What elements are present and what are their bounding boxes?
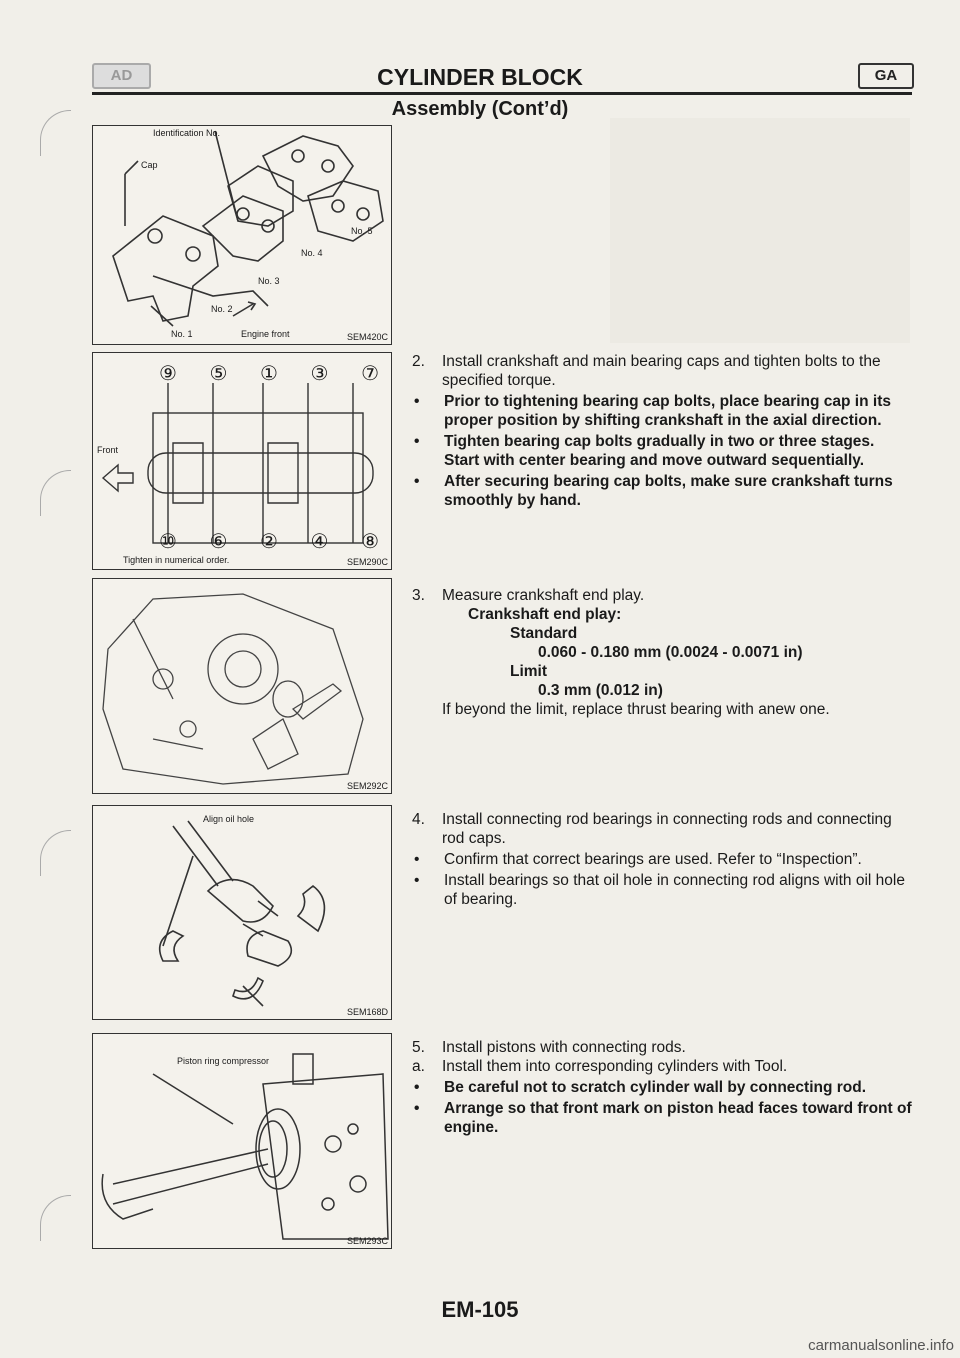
step-3 — [412, 586, 912, 719]
step-4-bullet-2: Install bearings so that oil hole in connecting rod aligns with oil hole of bearing. — [444, 872, 905, 908]
label-piston-ring-compressor: Piston ring compressor — [177, 1056, 270, 1066]
step-number: 5. — [412, 1039, 425, 1056]
sub-step-letter: a. — [412, 1058, 425, 1075]
section-badge-left: AD — [92, 63, 151, 89]
label-front: Front — [97, 445, 119, 455]
bolt-number: ② — [260, 531, 278, 553]
figure-code: SEM292C — [346, 781, 388, 791]
binding-mark — [40, 830, 71, 876]
sub-step-text: Install them into corresponding cylinders with Tool. — [442, 1058, 788, 1075]
bolt-number: ⑤ — [209, 363, 228, 385]
label-no1: No. 1 — [171, 329, 193, 339]
label-no4: No. 4 — [301, 248, 323, 258]
bolt-number: ⑩ — [159, 531, 177, 553]
label-engine-front: Engine front — [241, 329, 290, 339]
step-text: Measure crankshaft end play. — [442, 587, 645, 604]
spec-standard-label: Standard — [510, 625, 578, 642]
spec-limit-value: 0.3 mm (0.012 in) — [538, 682, 663, 699]
step-number: 2. — [412, 353, 425, 370]
step-5-bullet-2: Arrange so that front mark on piston head faces toward front of engine. — [444, 1100, 912, 1136]
bolt-number: ⑧ — [361, 531, 379, 553]
step-text: Install crankshaft and main bearing caps and tighten bolts to the specified torque. — [442, 353, 881, 389]
step-number: 3. — [412, 587, 425, 604]
bolt-number: ⑥ — [209, 531, 228, 553]
bolt-number: ⑦ — [361, 363, 379, 385]
binding-mark — [40, 1195, 71, 1241]
figure-end-play — [92, 578, 392, 794]
figure-code: SEM168D — [346, 1007, 388, 1017]
label-tighten-order: Tighten in numerical order. — [123, 555, 230, 565]
bolt-number: ⑨ — [159, 363, 177, 385]
bolt-number: ① — [260, 363, 278, 385]
figure-code: SEM420C — [346, 332, 388, 342]
header-rule — [92, 92, 912, 95]
page-subtitle: Assembly (Cont’d) — [391, 98, 569, 120]
step-2-bullet-3: After securing bearing cap bolts, make sure crankshaft turns smoothly by hand. — [444, 473, 893, 509]
spec-title: Crankshaft end play: — [468, 606, 622, 623]
piston-compressor-illustration — [93, 1034, 391, 1248]
bottom-bolt-order — [159, 529, 379, 554]
step-5: 5. Install pistons with connecting rods. a. Install them into corresponding cylinders with Tool. • Be careful not to scratch cylinder wall by connecting rod. • Arrange so that front mark on piston head faces toward front of engine. — [412, 1039, 912, 1136]
step-4-bullet-1: Confirm that correct bearings are used. Refer to “Inspection”. — [444, 851, 862, 868]
figure-code: SEM293C — [346, 1236, 388, 1246]
page-number: EM-105 — [441, 1297, 519, 1322]
step-5-bullet-1: Be careful not to scratch cylinder wall by connecting rod. — [444, 1079, 867, 1096]
bolt-number: ③ — [310, 363, 329, 385]
step-note: If beyond the limit, replace thrust bearing with anew one. — [442, 701, 830, 718]
bearing-caps-illustration — [93, 126, 391, 344]
page-title: CYLINDER BLOCK — [377, 64, 583, 90]
binding-mark — [40, 470, 71, 516]
step-4: 4. Install connecting rod bearings in connecting rods and connecting rod caps. • Confirm that correct bearings are used. Refer to “Inspection”. • Install bearings so that oil hole in connecting rod aligns with oil hole of bearing. — [412, 810, 912, 909]
step-2: 2. Install crankshaft and main bearing caps and tighten bolts to the specified torque. • Prior to tightening bearing cap bolts, place bearing cap in its proper position by shifting crankshaft in the axial direction. • Tighten bearing cap bolts gradually in two or three stages. Start with center bearing and move outward sequentially. • After securing bearing cap bolts, make sure crankshaft turns smoothly by hand. — [412, 352, 912, 510]
figure-code: SEM290C — [346, 557, 388, 567]
figure-piston-install — [92, 1033, 392, 1249]
label-no3: No. 3 — [258, 276, 280, 286]
spec-standard-value: 0.060 - 0.180 mm (0.0024 - 0.0071 in) — [538, 644, 803, 661]
label-align-oil-hole: Align oil hole — [203, 814, 255, 824]
bleed-through-image — [610, 118, 910, 343]
label-identification-no: Identification No. — [153, 128, 221, 138]
step-number: 4. — [412, 811, 425, 828]
section-badge-right: GA — [858, 63, 914, 89]
bolt-number: ④ — [310, 531, 329, 553]
conrod-bearing-illustration — [93, 806, 391, 1019]
label-no2: No. 2 — [211, 304, 233, 314]
step-2-bullet-1: Prior to tightening bearing cap bolts, place bearing cap in its proper position by shifting crankshaft in the axial direction. — [444, 393, 891, 429]
figure-tightening-order — [92, 352, 392, 570]
step-text: Install connecting rod bearings in connecting rods and connecting rod caps. — [442, 811, 892, 847]
dial-gauge-illustration — [93, 579, 391, 793]
label-no5: No. 5 — [351, 226, 373, 236]
step-text: Install pistons with connecting rods. — [442, 1039, 686, 1056]
watermark: carmanualsonline.info — [808, 1337, 954, 1354]
step-2-bullet-2: Tighten bearing cap bolts gradually in two or three stages. Start with center bearing and move outward sequentially. — [444, 433, 875, 469]
figure-bearing-caps — [92, 125, 392, 345]
figure-conrod-bearings — [92, 805, 392, 1020]
spec-limit-label: Limit — [510, 663, 548, 680]
label-cap: Cap — [141, 160, 158, 170]
top-bolt-order — [159, 361, 379, 386]
